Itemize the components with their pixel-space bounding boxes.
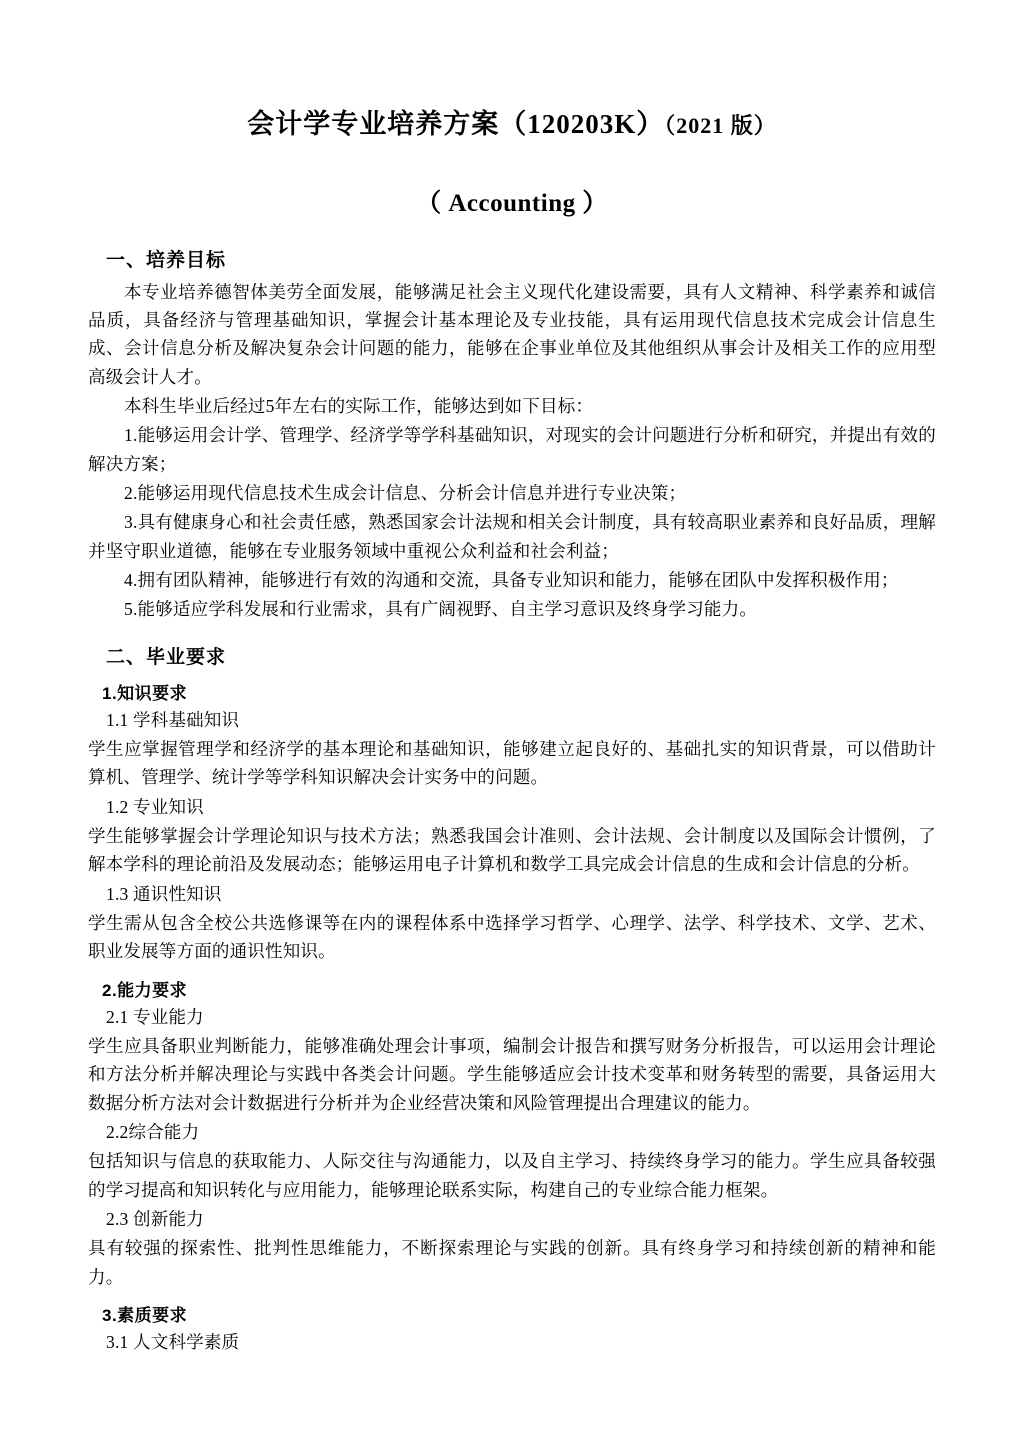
subsection-knowledge-requirements	[88, 679, 936, 966]
subsection-heading: 3.素质要求	[102, 1306, 188, 1326]
section-heading-1: 一、培养目标	[106, 249, 227, 271]
item-text: 学生需从包含全校公共选修课等在内的课程体系中选择学习哲学、心理学、法学、科学技术、文学、艺术、职业发展等方面的通识性知识。	[88, 913, 936, 962]
paragraph: 3.具有健康身心和社会责任感，熟悉国家会计法规和相关会计制度，具有较高职业素养和良好品质，理解并坚守职业道德，能够在专业服务领域中重视公众利益和社会利益；	[88, 512, 936, 561]
item-label: 1.3 通识性知识	[106, 883, 222, 904]
paragraph: 本专业培养德智体美劳全面发展，能够满足社会主义现代化建设需要，具有人文精神、科学素养和诚信品质，具备经济与管理基础知识，掌握会计基本理论及专业技能，具有运用现代信息技术完成会计信息生成、会计信息分析及解决复杂会计问题的能力，能够在企事业单位及其他组织从事会计及相关工作的应用型高级会计人才。	[88, 281, 936, 387]
subsection-quality-requirements	[88, 1301, 936, 1356]
item-label: 1.2 专业知识	[106, 796, 204, 817]
paragraph: 本科生毕业后经过5年左右的实际工作，能够达到如下目标：	[124, 395, 594, 416]
item-label: 3.1 人文科学素质	[106, 1332, 240, 1353]
paragraph: 2.能够运用现代信息技术生成会计信息、分析会计信息并进行专业决策；	[124, 482, 687, 503]
paragraph: 4.拥有团队精神，能够进行有效的沟通和交流，具备专业知识和能力，能够在团队中发挥积极作用；	[124, 569, 899, 590]
item-label: 2.2综合能力	[106, 1122, 200, 1143]
item-text: 包括知识与信息的获取能力、人际交往与沟通能力，以及自主学习、持续终身学习的能力。学生应具备较强的学习提高和知识转化与应用能力，能够理论联系实际，构建自己的专业综合能力框架。	[88, 1151, 936, 1200]
paragraph: 1.能够运用会计学、管理学、经济学等学科基础知识，对现实的会计问题进行分析和研究，并提出有效的解决方案；	[88, 425, 936, 474]
item-label: 2.3 创新能力	[106, 1209, 204, 1230]
paragraph: 5.能够适应学科发展和行业需求，具有广阔视野、自主学习意识及终身学习能力。	[124, 599, 758, 620]
subsection-ability-requirements	[88, 976, 936, 1291]
page-title-main: 会计学专业培养方案（120203K）	[247, 109, 665, 139]
item-text: 学生应掌握管理学和经济学的基本理论和基础知识，能够建立起良好的、基础扎实的知识背景，可以借助计算机、管理学、统计学等学科知识解决会计实务中的问题。	[88, 738, 936, 788]
section-heading-2: 二、毕业要求	[106, 646, 227, 668]
item-label: 2.1 专业能力	[106, 1006, 204, 1027]
item-label: 1.1 学科基础知识	[106, 709, 240, 730]
item-text: 学生应具备职业判断能力，能够准确处理会计事项，编制会计报告和撰写财务分析报告，可以运用会计理论和方法分析并解决理论与实践中各类会计问题。学生能够适应会计技术变革和财务转型的需要，具备运用大数据分析方法对会计数据进行分析并为企业经营决策和风险管理提出合理建议的能力。	[88, 1036, 936, 1113]
subsection-heading: 2.能力要求	[102, 980, 188, 1000]
section-training-objectives	[88, 245, 936, 624]
page-title	[88, 104, 936, 145]
subsection-heading: 1.知识要求	[102, 683, 188, 703]
item-text: 学生能够掌握会计学理论知识与技术方法；熟悉我国会计准则、会计法规、会计制度以及国际会计惯例，了解本学科的理论前沿及发展动态；能够运用电子计算机和数学工具完成会计信息的生成和会计信息的分析。	[88, 826, 936, 875]
page-title-english: （ Accounting ）	[416, 189, 608, 217]
item-text: 具有较强的探索性、批判性思维能力，不断探索理论与实践的创新。具有终身学习和持续创新的精神和能力。	[88, 1238, 936, 1287]
section-graduation-requirements	[88, 642, 936, 1357]
page-title-version: （2021 版）	[664, 113, 777, 138]
